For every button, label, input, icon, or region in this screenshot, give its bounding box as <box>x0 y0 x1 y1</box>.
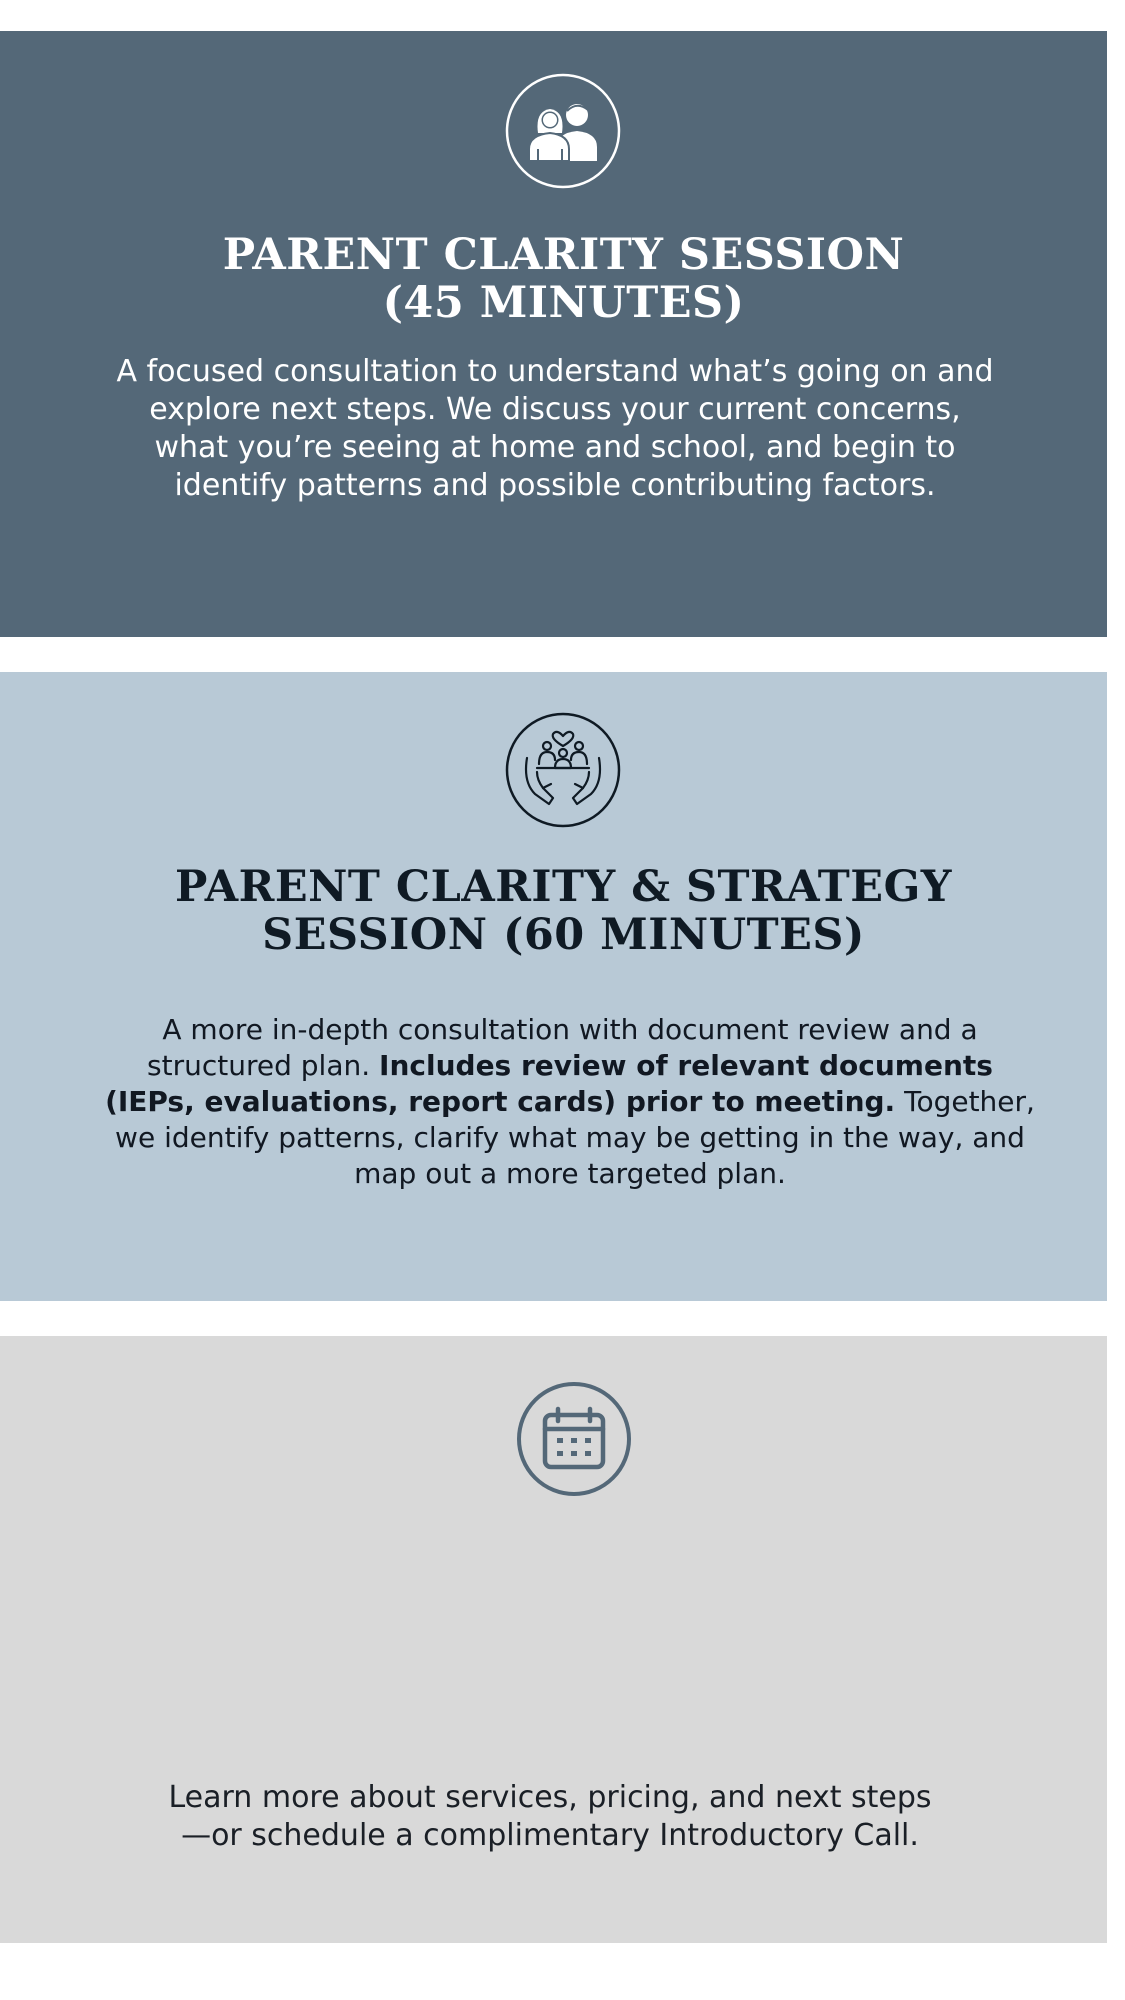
next-steps-card <box>0 1336 1107 1943</box>
description-rest: Together, we identify patterns, clarify what may be getting in the way, and map out a more targeted plan. <box>115 1085 1035 1190</box>
parents-icon <box>505 73 621 189</box>
calendar-icon <box>516 1381 632 1497</box>
description-bold: Includes review of relevant documents (IEPs, evaluations, report cards) prior to meeting. <box>105 1049 993 1118</box>
description-intro: A more in-depth consultation with document review and a structured plan. <box>147 1013 978 1082</box>
family-in-hands-icon <box>505 712 621 828</box>
title-line-1: PARENT CLARITY & STRATEGY <box>175 862 952 912</box>
title-line-2: SESSION (60 MINUTES) <box>262 910 865 960</box>
session-description: A focused consultation to understand what’s going on and explore next steps. We discuss your current concerns, what you’re seeing at home and school, and begin to identify patterns and possible contributing factors. <box>116 354 994 503</box>
session-card-45 <box>0 31 1107 637</box>
session-title <box>60 231 1067 327</box>
session-card-60 <box>0 672 1107 1301</box>
title-line-1: PARENT CLARITY SESSION <box>222 230 905 280</box>
next-steps-text <box>100 1779 1000 1855</box>
next-steps-line-2: —or schedule a complimentary Introductory Call. <box>181 1818 919 1853</box>
session-description <box>100 1012 1040 1192</box>
title-line-2: (45 MINUTES) <box>382 278 745 328</box>
next-steps-line-1: Learn more about services, pricing, and next steps <box>168 1780 932 1815</box>
session-title <box>60 863 1067 959</box>
